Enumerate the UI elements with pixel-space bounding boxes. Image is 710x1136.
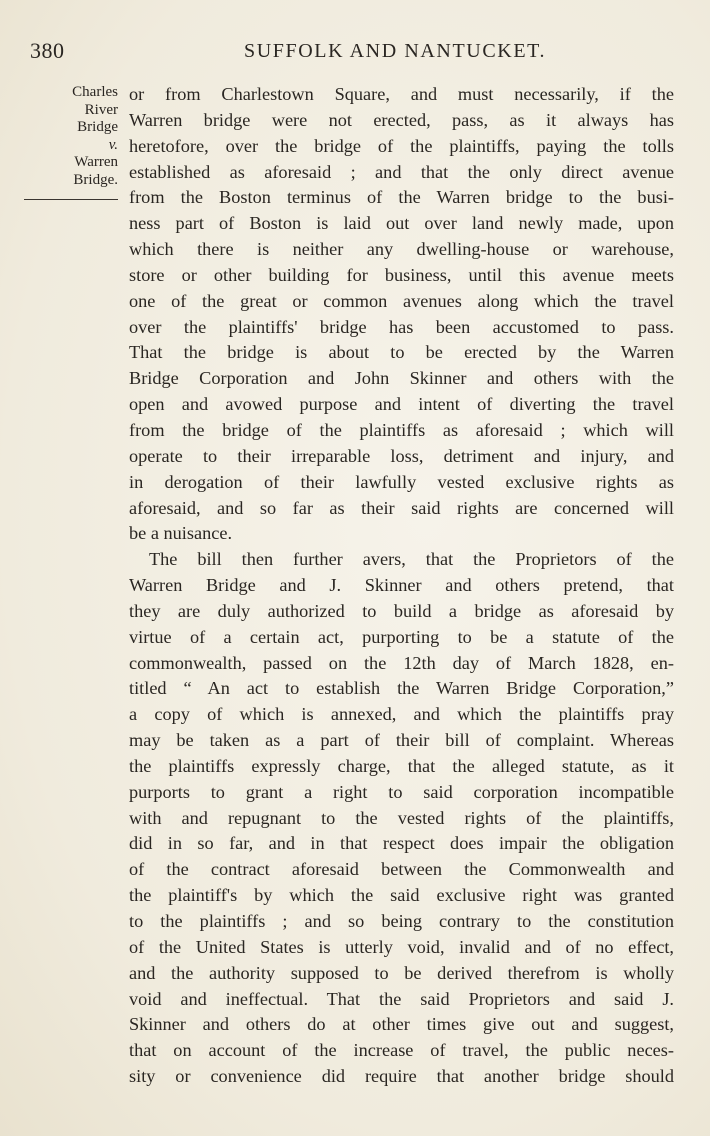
- margin-note-case-name: [22, 84, 118, 190]
- text-line: one of the great or common avenues along which the travel: [129, 290, 674, 311]
- text-line: in derogation of their lawfully vested exclusive rights as: [129, 471, 674, 492]
- text-line: operate to their irreparable loss, detriment and injury, and: [129, 445, 674, 466]
- margin-note-line: River: [84, 101, 118, 118]
- running-title: SUFFOLK AND NANTUCKET.: [244, 40, 547, 62]
- text-line: of the contract aforesaid between the Commonwealth and: [129, 859, 674, 880]
- margin-note-rule: [24, 199, 118, 200]
- text-line: That the bridge is about to be erected by the Warren: [129, 342, 674, 363]
- text-line: sity or convenience did require that another bridge should: [129, 1066, 674, 1087]
- text-line: of the United States is utterly void, invalid and of no effect,: [129, 936, 674, 957]
- text-line: from the bridge of the plaintiffs as aforesaid ; which will: [129, 419, 674, 440]
- text-line: titled “ An act to establish the Warren Bridge Corporation,”: [129, 678, 674, 699]
- text-line: they are duly authorized to build a bridge as aforesaid by: [129, 600, 674, 621]
- text-line: store or other building for business, until this avenue meets: [129, 264, 674, 285]
- text-line: ness part of Boston is laid out over land newly made, upon: [129, 213, 674, 234]
- page-number: 380: [30, 38, 65, 63]
- margin-note-line: Bridge.: [73, 171, 118, 188]
- text-line: to the plaintiffs ; and so being contrary to the constitution: [129, 911, 674, 931]
- text-line: that on account of the increase of travel, the public neces-: [129, 1040, 674, 1061]
- text-line: and the authority supposed to be derived therefrom is wholly: [129, 962, 674, 983]
- text-line: established as aforesaid ; and that the only direct avenue: [129, 161, 674, 182]
- page-header: [30, 38, 674, 68]
- text-line: Bridge Corporation and John Skinner and others with the: [129, 368, 674, 389]
- margin-note-line: Warren: [74, 154, 118, 171]
- text-line: the plaintiff's by which the said exclusive right was granted: [129, 885, 674, 906]
- text-line: Warren bridge were not erected, pass, as it always has: [129, 109, 674, 130]
- text-line: open and avowed purpose and intent of diverting the travel: [129, 394, 674, 415]
- text-line: Warren Bridge and J. Skinner and others pretend, that: [129, 575, 674, 596]
- margin-note-line: Bridge: [77, 119, 118, 136]
- text-line: void and ineffectual. That the said Proprietors and said J.: [129, 988, 674, 1009]
- text-line: heretofore, over the bridge of the plaintiffs, paying the tolls: [129, 135, 674, 156]
- text-line: a copy of which is annexed, and which the plaintiffs pray: [129, 704, 674, 725]
- text-line: did in so far, and in that respect does impair the obligation: [129, 833, 674, 854]
- body-text: [129, 82, 674, 1090]
- text-line: over the plaintiffs' bridge has been accustomed to pass.: [129, 316, 674, 337]
- text-line: commonwealth, passed on the 12th day of March 1828, en-: [129, 652, 674, 673]
- text-line: may be taken as a part of their bill of complaint. Whereas: [129, 730, 674, 751]
- text-line: virtue of a certain act, purporting to be a statute of the: [129, 626, 674, 647]
- text-line: which there is neither any dwelling-house or warehouse,: [129, 239, 674, 260]
- text-line: the plaintiffs expressly charge, that the alleged statute, as it: [129, 755, 674, 776]
- text-line: purports to grant a right to said corporation incompatible: [129, 781, 674, 802]
- text-line: or from Charlestown Square, and must necessarily, if the: [129, 84, 674, 104]
- text-line: Skinner and others do at other times give out and suggest,: [129, 1014, 674, 1035]
- text-line: be a nuisance.: [129, 523, 233, 544]
- margin-note-line: Charles: [72, 84, 118, 100]
- text-line: aforesaid, and so far as their said rights are concerned will: [129, 497, 674, 518]
- margin-note-line: v.: [108, 136, 118, 153]
- text-line: from the Boston terminus of the Warren bridge to the busi-: [129, 187, 674, 208]
- text-line: with and repugnant to the vested rights of the plaintiffs,: [129, 807, 674, 828]
- text-line: The bill then further avers, that the Proprietors of the: [149, 549, 674, 570]
